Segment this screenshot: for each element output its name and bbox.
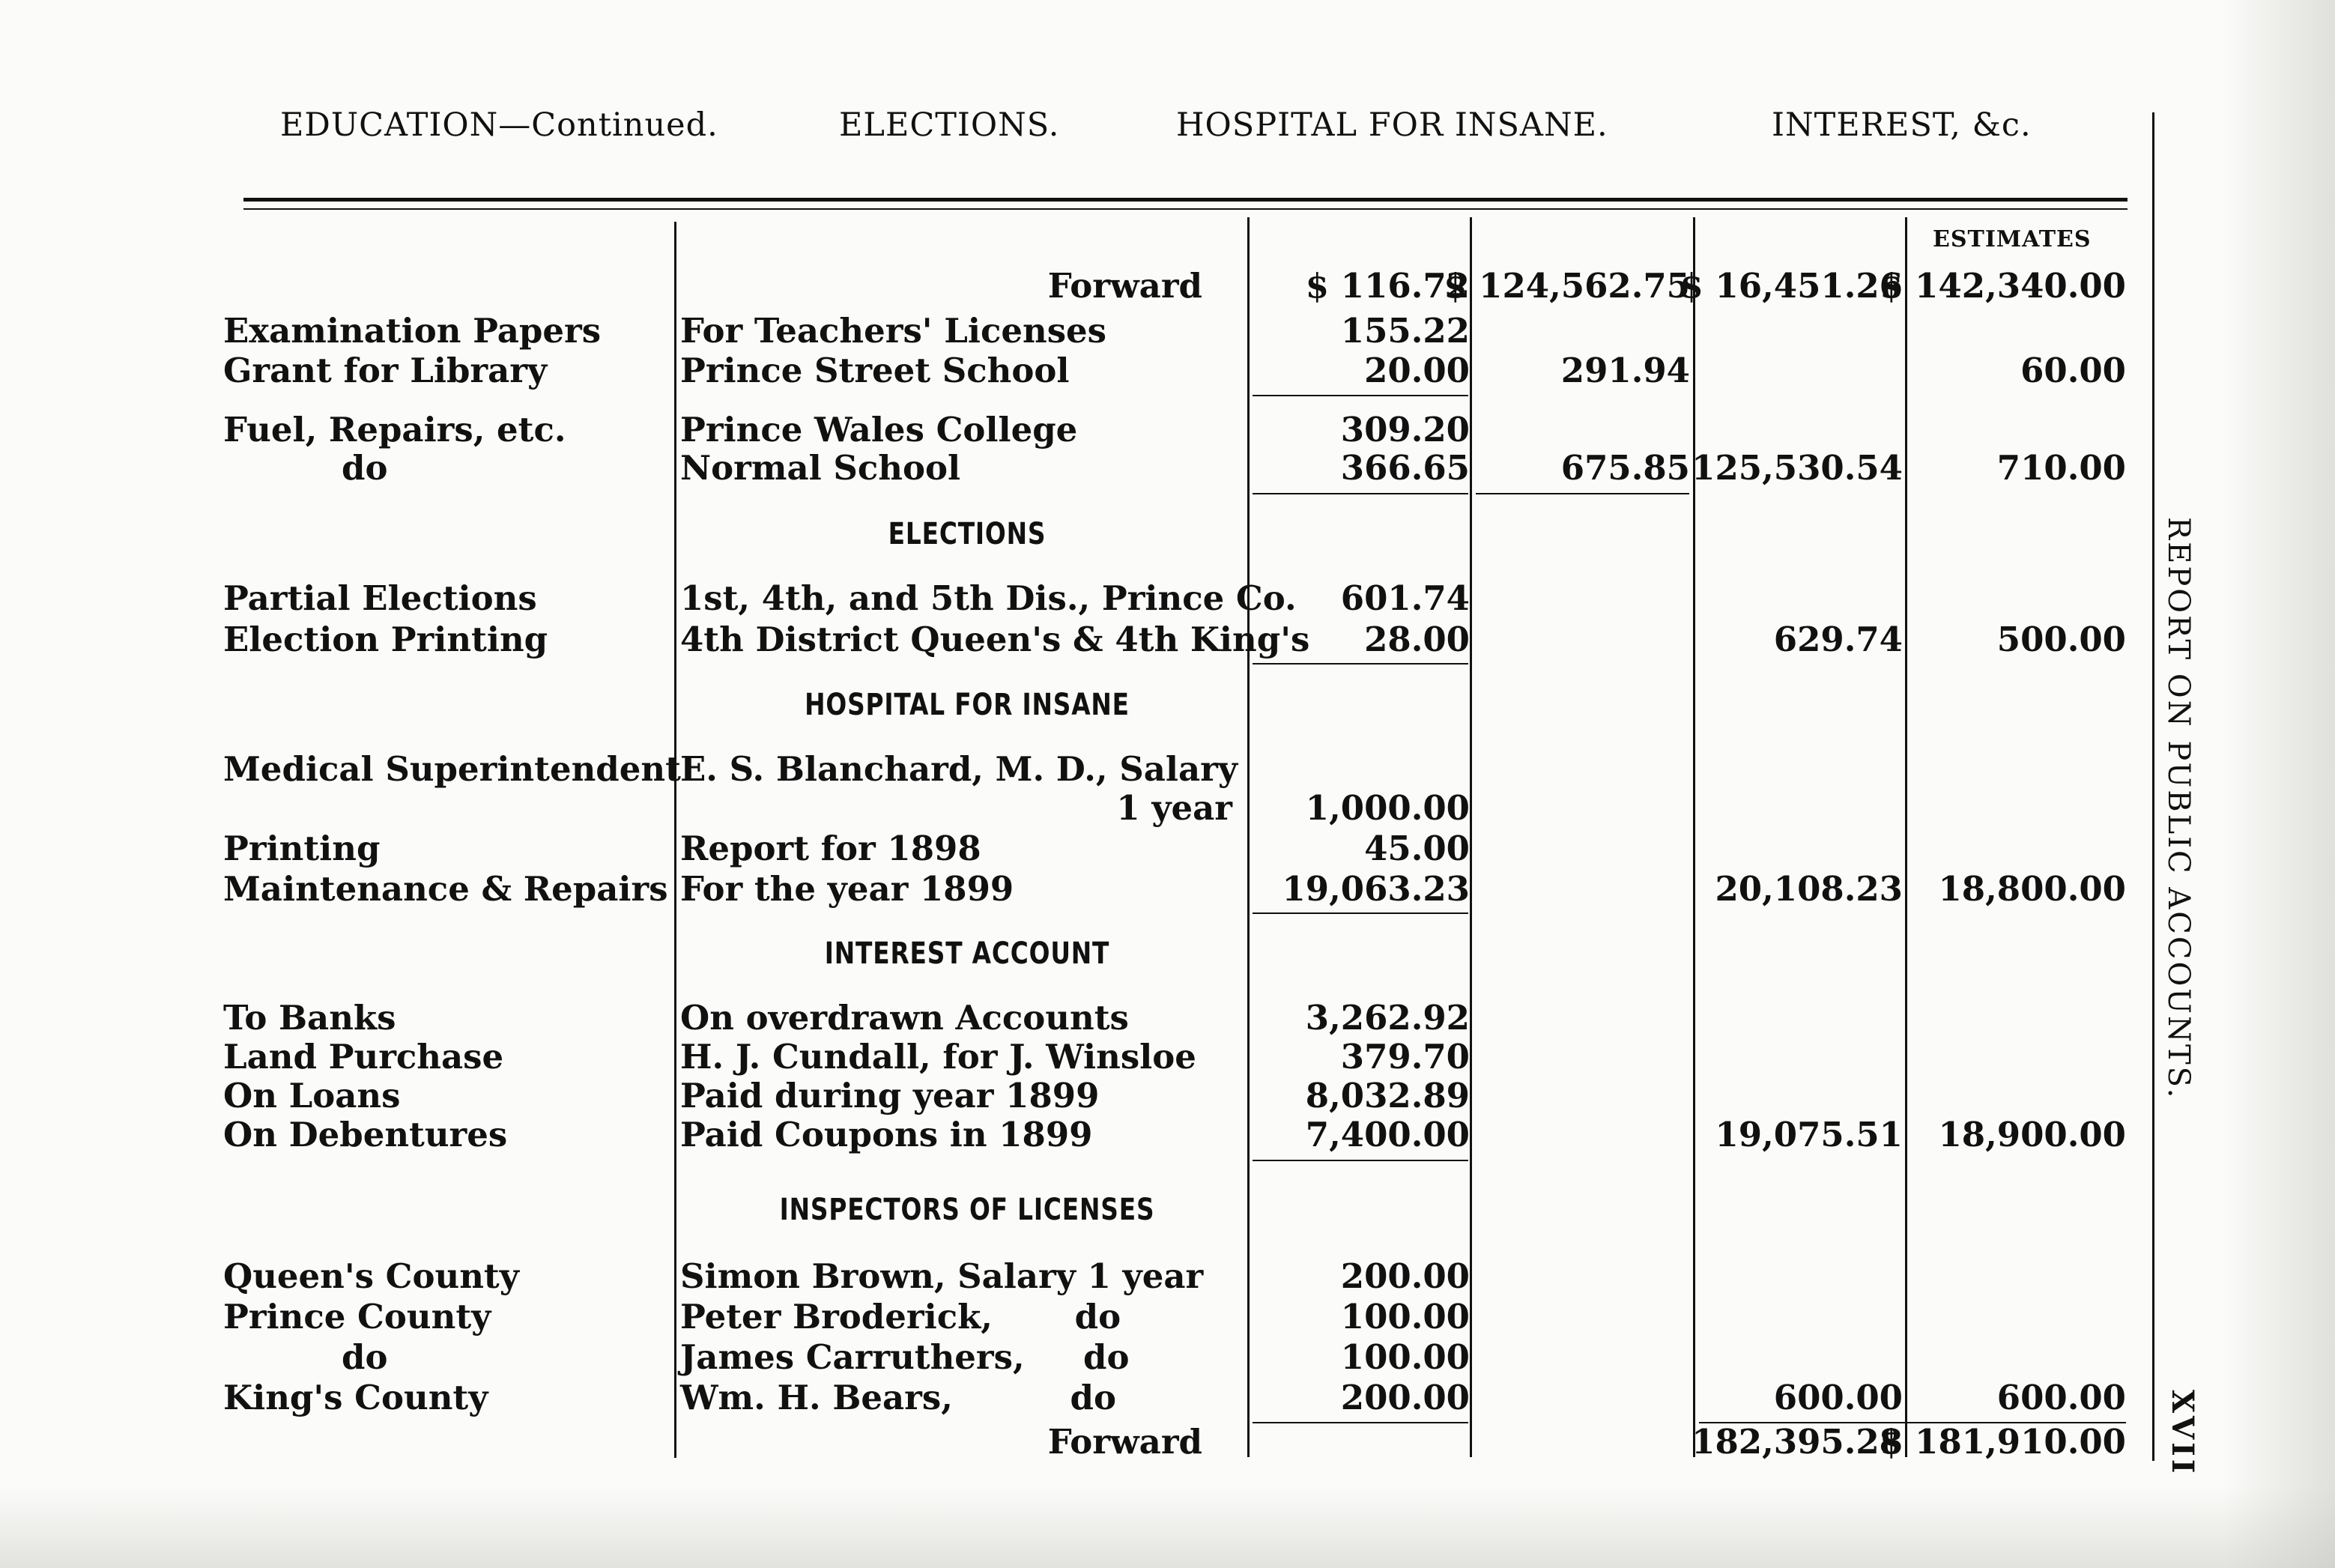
row-amount: 3,262.92 <box>1305 998 1470 1038</box>
row-total: 125,530.54 <box>1692 448 1903 488</box>
forward-c2: $ 124,562.75 <box>1444 266 1690 306</box>
forward-c3: 182,395.28 <box>1692 1422 1903 1462</box>
forward-label: Forward <box>1047 266 1202 306</box>
row-label: do <box>342 1337 388 1377</box>
row-amount: 309.20 <box>1340 410 1470 449</box>
estimates-heading: ESTIMATES <box>1933 226 2092 252</box>
row-label: Examination Papers <box>223 311 602 351</box>
sum-rule <box>1253 395 1468 396</box>
row-amount: 100.00 <box>1340 1337 1470 1377</box>
row-label: King's County <box>223 1378 488 1417</box>
table-row <box>0 620 2335 660</box>
row-label: Medical Superintendent <box>223 749 681 789</box>
forward-row-top <box>0 266 2335 306</box>
row-amount: 8,032.89 <box>1305 1076 1470 1116</box>
row-estimate: 60.00 <box>2020 351 2126 390</box>
row-subtotal: 675.85 <box>1560 448 1690 488</box>
forward-c3: $ 16,451.26 <box>1680 266 1903 306</box>
row-amount: 1,000.00 <box>1305 788 1470 828</box>
row-total: 629.74 <box>1773 620 1903 659</box>
sum-rule <box>1253 493 1468 494</box>
forward-c1: $ 116.72 <box>1305 266 1470 306</box>
row-desc: E. S. Blanchard, M. D., Salary <box>680 749 1238 789</box>
row-total: 19,075.51 <box>1715 1115 1903 1154</box>
row-amount: 19,063.23 <box>1282 869 1470 909</box>
row-desc-continued: 1 year <box>1116 788 1232 828</box>
row-desc: Peter Broderick, do <box>680 1297 1121 1337</box>
section-heading-hospital: HOSPITAL FOR INSANE <box>805 688 1130 722</box>
row-label: To Banks <box>223 998 396 1038</box>
row-label: Fuel, Repairs, etc. <box>223 410 566 449</box>
row-estimate: 18,900.00 <box>1938 1115 2126 1154</box>
row-desc: For Teachers' Licenses <box>680 311 1107 351</box>
row-amount: 7,400.00 <box>1305 1115 1470 1154</box>
table-row <box>0 869 2335 909</box>
table-row <box>0 1076 2335 1116</box>
table-row <box>0 1297 2335 1337</box>
row-label: Land Purchase <box>223 1037 504 1077</box>
row-desc: Prince Wales College <box>680 410 1078 449</box>
table-row <box>0 448 2335 488</box>
row-amount: 200.00 <box>1340 1378 1470 1417</box>
header-rule-thick <box>243 198 2127 202</box>
row-amount: 28.00 <box>1364 620 1470 659</box>
row-amount: 45.00 <box>1364 829 1470 868</box>
table-row <box>0 749 2335 790</box>
table-row <box>0 410 2335 450</box>
row-desc: James Carruthers, do <box>680 1337 1130 1377</box>
section-heading-interest: INTEREST ACCOUNT <box>824 936 1110 971</box>
page-folio: XVII <box>2165 1390 2200 1477</box>
row-desc: For the year 1899 <box>680 869 1014 909</box>
row-desc: Normal School <box>680 448 961 488</box>
header-hospital: HOSPITAL FOR INSANE. <box>1176 106 1608 144</box>
row-desc: On overdrawn Accounts <box>680 998 1129 1038</box>
table-row <box>0 998 2335 1038</box>
table-row <box>0 351 2335 391</box>
table-row <box>0 1378 2335 1418</box>
forward-row-bottom <box>0 1422 2335 1462</box>
table-row <box>0 311 2335 351</box>
section-heading-inspectors: INSPECTORS OF LICENSES <box>779 1193 1155 1227</box>
row-subtotal: 291.94 <box>1560 351 1690 390</box>
table-row <box>0 1256 2335 1297</box>
row-amount: 20.00 <box>1364 351 1470 390</box>
row-label: do <box>342 448 388 488</box>
sum-rule <box>1253 663 1468 665</box>
row-desc: Prince Street School <box>680 351 1070 390</box>
paper-shadow <box>0 1486 2335 1568</box>
row-label: Maintenance & Repairs <box>223 869 668 909</box>
row-label: Printing <box>223 829 381 868</box>
row-amount: 366.65 <box>1340 448 1470 488</box>
row-label: Election Printing <box>223 620 548 659</box>
row-desc: Wm. H. Bears, do <box>680 1378 1117 1417</box>
header-elections: ELECTIONS. <box>839 106 1060 144</box>
row-desc: Simon Brown, Salary 1 year <box>680 1256 1204 1296</box>
table-row <box>0 829 2335 869</box>
row-desc: Report for 1898 <box>680 829 981 868</box>
forward-c4: $ 142,340.00 <box>1880 266 2126 306</box>
row-amount: 601.74 <box>1340 578 1470 618</box>
row-amount: 100.00 <box>1340 1297 1470 1337</box>
row-label: On Debentures <box>223 1115 508 1154</box>
section-heading-elections: ELECTIONS <box>888 517 1047 551</box>
header-education: EDUCATION—Continued. <box>280 106 718 144</box>
row-label: Queen's County <box>223 1256 519 1296</box>
table-row <box>0 578 2335 619</box>
row-desc: Paid during year 1899 <box>680 1076 1100 1116</box>
table-row <box>0 788 2335 829</box>
row-amount: 379.70 <box>1340 1037 1470 1077</box>
row-desc: H. J. Cundall, for J. Winsloe <box>680 1037 1196 1077</box>
row-label: Grant for Library <box>223 351 548 390</box>
row-label: Partial Elections <box>223 578 537 618</box>
side-running-title: REPORT ON PUBLIC ACCOUNTS. <box>2161 517 2196 1101</box>
row-estimate: 18,800.00 <box>1938 869 2126 909</box>
forward-c4: $ 181,910.00 <box>1880 1422 2126 1462</box>
row-label: Prince County <box>223 1297 491 1337</box>
table-row <box>0 1115 2335 1155</box>
row-estimate: 500.00 <box>1996 620 2126 659</box>
table-row <box>0 1037 2335 1077</box>
row-total: 20,108.23 <box>1715 869 1903 909</box>
row-amount: 200.00 <box>1340 1256 1470 1296</box>
forward-label: Forward <box>1047 1422 1202 1462</box>
row-desc: Paid Coupons in 1899 <box>680 1115 1093 1154</box>
row-total: 600.00 <box>1773 1378 1903 1417</box>
sum-rule <box>1253 1160 1468 1161</box>
row-desc: 4th District Queen's & 4th King's <box>680 620 1310 659</box>
sum-rule <box>1476 493 1689 494</box>
row-estimate: 710.00 <box>1996 448 2126 488</box>
table-row <box>0 1337 2335 1378</box>
row-label: On Loans <box>223 1076 401 1116</box>
header-rule-thin <box>243 208 2127 210</box>
sum-rule <box>1253 912 1468 914</box>
header-interest: INTEREST, &c. <box>1772 106 2032 144</box>
row-amount: 155.22 <box>1340 311 1470 351</box>
row-estimate: 600.00 <box>1996 1378 2126 1417</box>
row-desc: 1st, 4th, and 5th Dis., Prince Co. <box>680 578 1297 618</box>
